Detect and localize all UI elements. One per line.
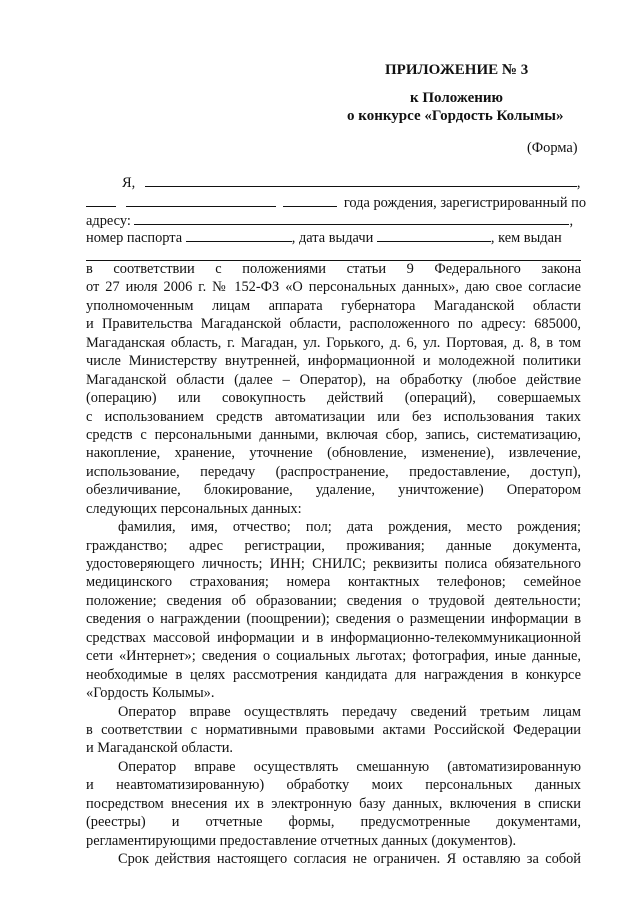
text-line: средств с персональными данными, включая сбор, запись, систематизацию, [86, 426, 581, 443]
consent-paragraph [86, 260, 581, 868]
birth-row [86, 193, 586, 212]
text-line: обезличивание, блокирование, удаление, уничтожение) Оператором [86, 482, 581, 499]
text-line: (реестры) и отчетные формы, предусмотренные документами, [86, 814, 581, 831]
text-line: и Магаданской области. [86, 740, 234, 757]
text-line: Оператор вправе осуществлять передачу сведений третьим лицам [118, 703, 581, 720]
text-line: регламентирующими предоставление отчетных данных (документов). [86, 832, 517, 849]
text-line: и Правительства Магаданской области, расположенного по адресу: 685000, [86, 316, 581, 333]
birth-text: года рождения, зарегистрированный по [343, 195, 587, 211]
text-line: посредством внесения их в электронную базу данных, включения в списки [86, 795, 581, 812]
issued-by-label: , кем выдан [490, 230, 562, 246]
appendix-subtitle-2: о конкурсе «Гордость Колымы» [347, 108, 564, 124]
text-line: медицинского страхования; номера контактных телефонов; семейное [86, 574, 581, 591]
passport-label: номер паспорта [86, 230, 183, 246]
text-line: сведения о награждении (поощрении); сведения о размещении информации в [86, 611, 581, 628]
text-line: гражданство; адрес регистрации, проживания; данные документа, [86, 537, 581, 554]
text-line: и неавтоматизированную) обработку моих персональных данных [86, 777, 581, 794]
address-field[interactable] [134, 211, 569, 225]
appendix-title: ПРИЛОЖЕНИЕ № 3 [385, 62, 529, 78]
text-line: от 27 июля 2006 г. № 152-ФЗ «О персональных данных», даю свое согласие [86, 279, 581, 296]
form-label: (Форма) [527, 140, 578, 156]
issue-date-field[interactable] [377, 228, 491, 242]
text-line: в соответствии с положениями статьи 9 Федерального закона [86, 261, 581, 277]
text-line: числе Министерству внутренней, информационной и молодежной политики [86, 353, 581, 370]
ya-label: Я, [122, 175, 136, 191]
text-line: накопление, хранение, уточнение (обновление, изменение), извлечение, [86, 445, 581, 462]
text-line: Оператор вправе осуществлять смешанную (автоматизированную [118, 758, 581, 775]
name-row [122, 173, 580, 192]
birth-month-field[interactable] [126, 193, 276, 207]
comma: , [576, 175, 581, 191]
text-line: Срок действия настоящего согласия не ограничен. Я оставляю за собой [118, 851, 581, 867]
text-line: уполномоченным лицам аппарата губернатора Магаданской области [86, 297, 581, 314]
address-label: адресу: [86, 213, 131, 229]
text-line: (операцию) или совокупность действий (операций), совершаемых [86, 390, 581, 407]
text-line: использование, передачу (распространение, предоставление, доступ), [86, 463, 581, 480]
text-line: положение; сведения об образовании; сведения о трудовой деятельности; [86, 592, 581, 609]
text-line: удостоверяющего личность; ИНН; СНИЛС; реквизиты полиса обязательного [86, 556, 581, 572]
text-line: фамилия, имя, отчество; пол; дата рождения, место рождения; [118, 519, 581, 536]
comma: , [569, 213, 574, 229]
text-line: с использованием средств автоматизации или без использования таких [86, 408, 581, 425]
text-line: Магаданская область, г. Магадан, ул. Горького, д. 6, ул. Портовая, д. 8, в том [86, 334, 581, 351]
appendix-subtitle-1: к Положению [410, 90, 503, 106]
passport-row [86, 228, 562, 247]
birth-day-field[interactable] [86, 193, 116, 207]
text-line: Магаданской области (далее – Оператор), на обработку (любое действие [86, 371, 581, 388]
birth-year-field[interactable] [283, 193, 337, 207]
name-field[interactable] [145, 173, 577, 187]
text-line: в соответствии с нормативными правовыми актами Российской Федерации [86, 721, 581, 738]
text-line: средствах массовой информации и в информационно-телекоммуникационной [86, 629, 581, 646]
passport-field[interactable] [186, 228, 292, 242]
text-line: сети «Интернет»; сведения о социальных льготах; фотография, иные данные, [86, 648, 581, 665]
text-line: необходимые в целях рассмотрения кандидата для награждения в конкурсе [86, 666, 581, 683]
text-line: «Гордость Колымы». [86, 685, 215, 702]
text-line: следующих персональных данных: [86, 500, 302, 517]
issue-date-label: , дата выдачи [291, 230, 374, 246]
